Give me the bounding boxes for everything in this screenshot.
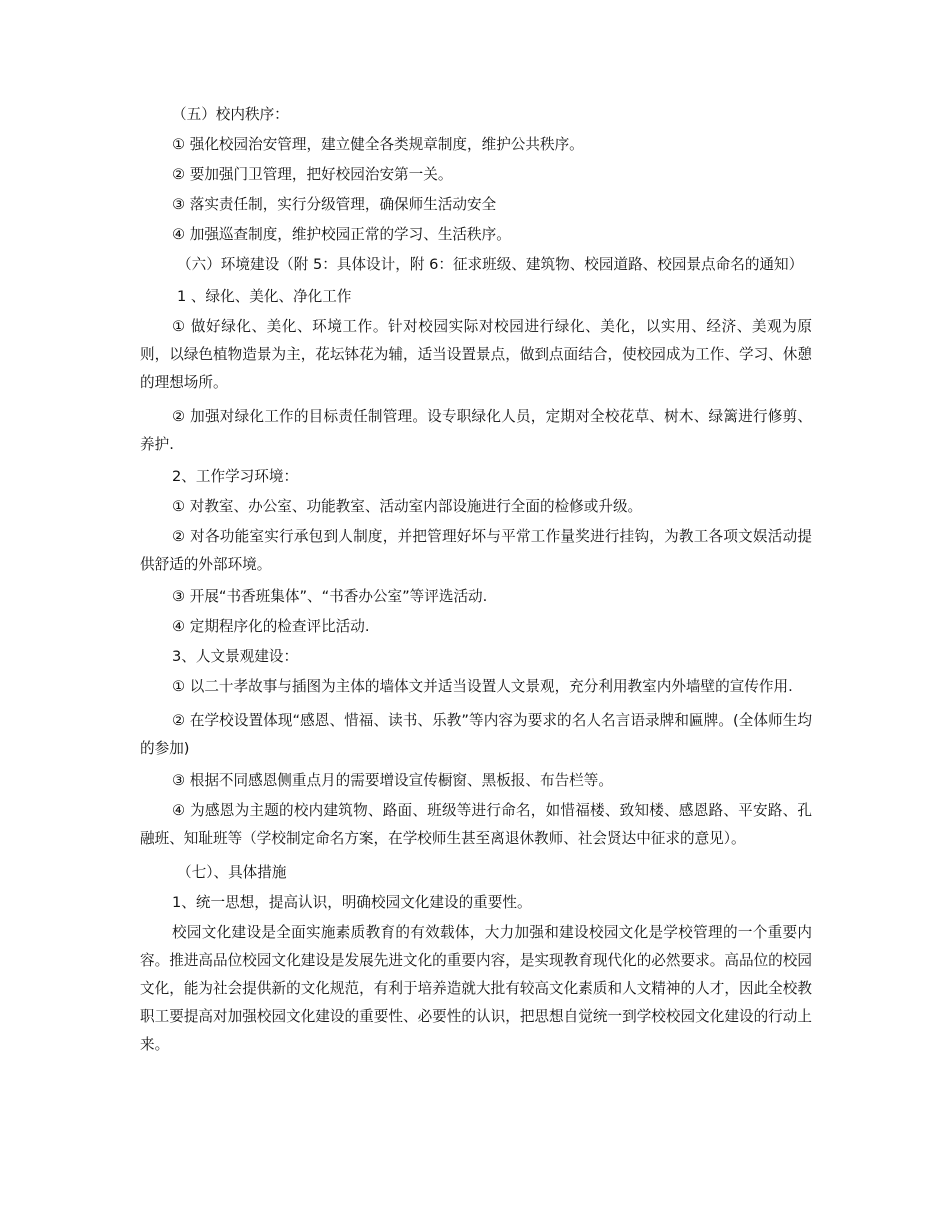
list-item: ③ 根据不同感恩侧重点月的需要增设宣传橱窗、黑板报、布告栏等。 — [172, 772, 613, 789]
paragraph: ④ 为感恩为主题的校内建筑物、路面、班级等进行命名，如惜福楼、致知楼、感恩路、平安路、孔融班、知耻班等（学校制定命名方案，在学校师生甚至离退休教师、社会贤达中征求的意见）。 — [140, 802, 812, 847]
list-item: ① 强化校园治安管理，建立健全各类规章制度，维护公共秩序。 — [172, 136, 584, 153]
subsection-heading: 1、统一思想，提高认识，明确校园文化建设的重要性。 — [172, 894, 532, 911]
document-body — [140, 101, 812, 1059]
paragraph: ② 对各功能室实行承包到人制度，并把管理好坏与平常工作量奖进行挂钩，为教工各项文娱活动提供舒适的外部环境。 — [140, 528, 812, 573]
subsection-heading: 1 、绿化、美化、净化工作 — [177, 288, 352, 305]
paragraph: 校园文化建设是全面实施素质教育的有效载体，大力加强和建设校园文化是学校管理的一个重要内容。推进高品位校园文化建设是发展先进文化的重要内容，是实现教育现代化的必然要求。高品位的校园文化，能为社会提供新的文化规范，有利于培养造就大批有较高文化素质和人文精神的人才，因此全校教职工要提高对加强校园文化建设的重要性、必要性的认识，把思想自觉统一到学校校园文化建设的行动上来。 — [140, 924, 812, 1053]
section-heading-6: （六）环境建设（附 5：具体设计，附 6：征求班级、建筑物、校园道路、校园景点命名的通知） — [177, 256, 804, 273]
paragraph: ① 做好绿化、美化、环境工作。针对校园实际对校园进行绿化、美化，以实用、经济、美观为原则，以绿色植物造景为主，花坛钵花为辅，适当设置景点，做到点面结合，使校园成为工作、学习、休憩的理想场所。 — [140, 318, 812, 391]
list-item: ① 对教室、办公室、功能教室、活动室内部设施进行全面的检修或升级。 — [172, 498, 643, 515]
section-heading-5: （五）校内秩序： — [172, 106, 289, 123]
list-item: ② 要加强门卫管理，把好校园治安第一关。 — [172, 166, 453, 183]
paragraph: ① 以二十孝故事与插图为主体的墙体文并适当设置人文景观，充分利用教室内外墙壁的宣传作用. — [172, 678, 793, 695]
list-item: ④ 定期程序化的检查评比活动. — [172, 618, 370, 635]
list-item: ③ 落实责任制，实行分级管理，确保师生活动安全 — [172, 196, 497, 213]
list-item: ③ 开展“书香班集体”、“书香办公室”等评选活动. — [172, 588, 488, 605]
paragraph: ② 在学校设置体现“感恩、惜福、读书、乐教”等内容为要求的名人名言语录牌和匾牌。(全体师生均的参加) — [140, 712, 812, 757]
list-item: ④ 加强巡查制度，维护校园正常的学习、生活秩序。 — [172, 226, 511, 243]
subsection-heading: 2、工作学习环境： — [172, 468, 299, 485]
subsection-heading: 3、人文景观建设： — [172, 648, 299, 665]
paragraph: ② 加强对绿化工作的目标责任制管理。设专职绿化人员，定期对全校花草、树木、绿篱进行修剪、养护. — [140, 408, 812, 453]
section-heading-7: （七）、具体措施 — [177, 864, 287, 881]
